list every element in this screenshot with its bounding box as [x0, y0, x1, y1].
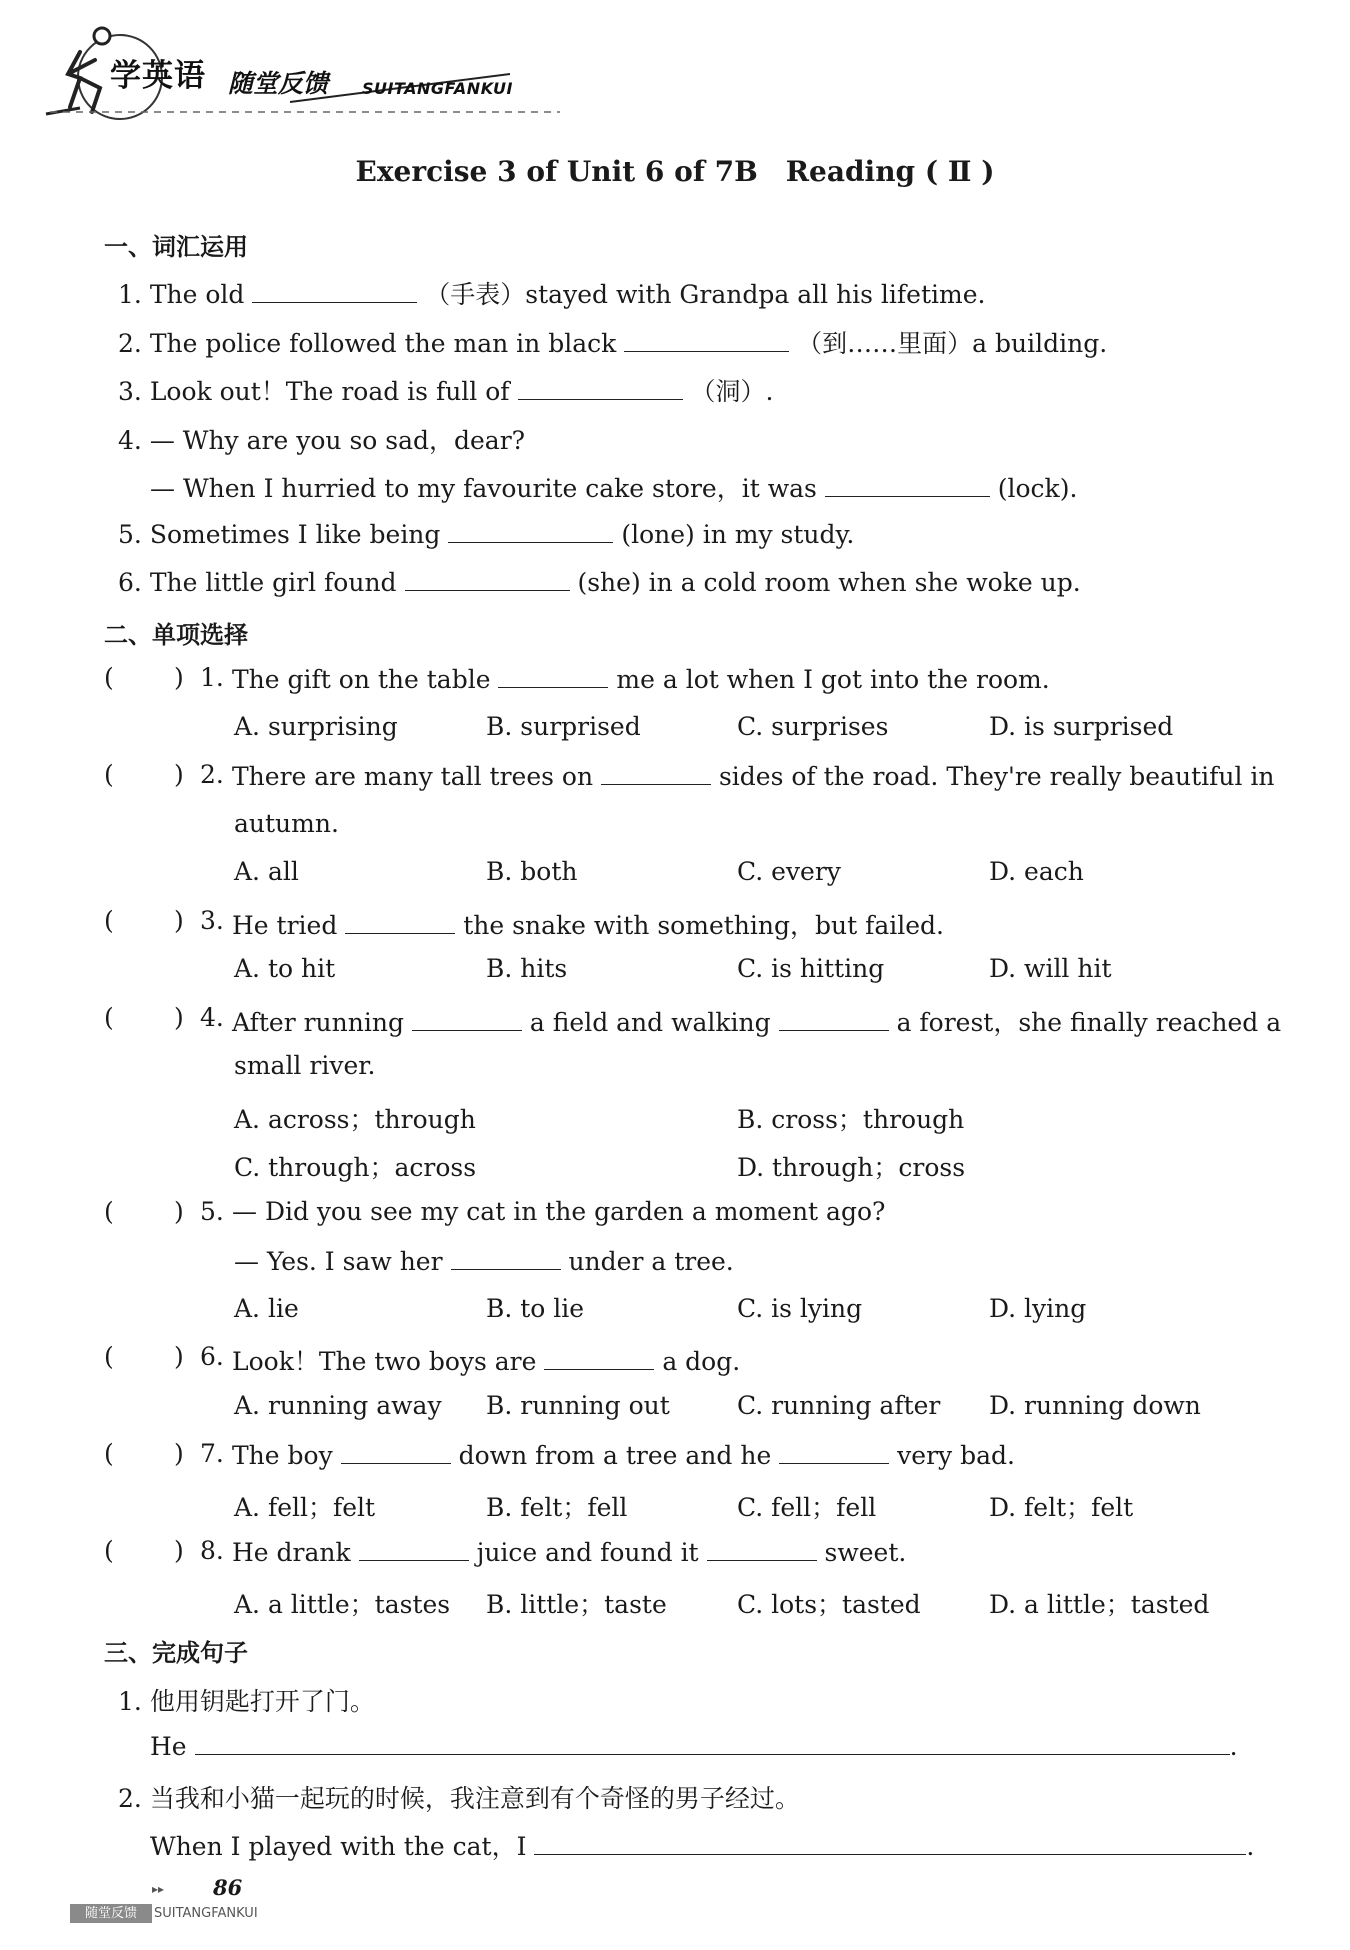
- option-b[interactable]: B. felt；fell: [486, 1493, 628, 1522]
- question-number: 7.: [200, 1439, 224, 1468]
- option-b[interactable]: B. to lie: [486, 1294, 585, 1323]
- translate-item-1-cn: [118, 1682, 375, 1718]
- question-text: sides of the road. They're really beautiful in: [718, 762, 1275, 791]
- question-text: He drank: [232, 1538, 351, 1567]
- question-text: juice and found it: [476, 1538, 699, 1567]
- item-hint: (lock).: [997, 474, 1078, 503]
- logo-english-subtitle: SUITANGFANKUI: [362, 79, 513, 98]
- option-b[interactable]: B. surprised: [486, 712, 641, 741]
- answer-paren-close[interactable]: ): [174, 760, 184, 789]
- answer-line[interactable]: [534, 1830, 1246, 1855]
- answer-blank[interactable]: [341, 1439, 451, 1464]
- question-text: — Did you see my cat in the garden a moment ago?: [232, 1197, 886, 1226]
- item-number: 6.: [118, 568, 142, 597]
- sentence-start: When I played with the cat，I: [150, 1832, 527, 1861]
- option-d[interactable]: D. through；cross: [737, 1153, 966, 1182]
- answer-line[interactable]: [195, 1730, 1230, 1755]
- answer-paren-open[interactable]: (: [104, 1439, 114, 1468]
- item-number: 3.: [118, 377, 142, 406]
- item-text: Sometimes I like being: [149, 520, 441, 549]
- vocab-item-1: [118, 275, 985, 311]
- option-c[interactable]: C. fell；fell: [737, 1493, 877, 1522]
- chinese-sentence: 他用钥匙打开了门。: [149, 1687, 375, 1716]
- translate-item-2-en: [150, 1827, 1254, 1863]
- answer-paren-close[interactable]: ): [174, 1439, 184, 1468]
- answer-blank[interactable]: [624, 327, 789, 352]
- question-text: a dog.: [662, 1347, 741, 1376]
- answer-blank[interactable]: [601, 760, 711, 785]
- question-number: 6.: [200, 1342, 224, 1371]
- item-text: — When I hurried to my favourite cake store，it was: [150, 474, 817, 503]
- option-d[interactable]: D. is surprised: [989, 712, 1174, 741]
- item-number: 5.: [118, 520, 142, 549]
- item-text: The little girl found: [149, 568, 397, 597]
- option-d[interactable]: D. lying: [989, 1294, 1087, 1323]
- option-c[interactable]: C. every: [737, 857, 841, 886]
- translate-item-1-en: [150, 1730, 1238, 1761]
- translate-item-2-cn: [118, 1779, 800, 1815]
- section1-heading: 一、词汇运用: [104, 233, 248, 261]
- mc-question-2-cont: autumn.: [234, 809, 339, 838]
- answer-paren-close[interactable]: ): [174, 1003, 184, 1032]
- answer-blank[interactable]: [779, 1439, 889, 1464]
- section2-heading: 二、单项选择: [104, 621, 248, 649]
- question-text: a field and walking: [529, 1008, 771, 1037]
- question-text: The gift on the table: [232, 665, 491, 694]
- answer-blank[interactable]: [825, 472, 990, 497]
- question-text: down from a tree and he: [458, 1441, 772, 1470]
- sentence-end: .: [1229, 1732, 1238, 1761]
- page-title: Exercise 3 of Unit 6 of 7B Reading ( Ⅱ ): [355, 155, 995, 188]
- item-text: — Why are you so sad，dear?: [149, 426, 526, 455]
- option-d[interactable]: D. each: [989, 857, 1084, 886]
- question-text: very bad.: [897, 1441, 1015, 1470]
- item-number: 2.: [118, 329, 142, 358]
- answer-blank[interactable]: [405, 566, 570, 591]
- question-text: There are many tall trees on: [232, 762, 594, 791]
- answer-blank[interactable]: [707, 1536, 817, 1561]
- answer-paren-open[interactable]: (: [104, 1536, 114, 1565]
- answer-blank[interactable]: [779, 1006, 889, 1031]
- item-number: 1.: [118, 1687, 142, 1716]
- option-b[interactable]: B. hits: [486, 954, 568, 983]
- answer-blank[interactable]: [252, 278, 417, 303]
- item-number: 1.: [118, 280, 142, 309]
- option-a[interactable]: A. across；through: [234, 1105, 476, 1134]
- question-number: 2.: [200, 760, 224, 789]
- answer-paren-open[interactable]: (: [104, 760, 114, 789]
- footer-badge: 随堂反馈: [70, 1904, 152, 1923]
- chinese-sentence: 当我和小猫一起玩的时候，我注意到有个奇怪的男子经过。: [149, 1784, 800, 1813]
- answer-paren-close[interactable]: ): [174, 1342, 184, 1371]
- option-c[interactable]: C. is lying: [737, 1294, 863, 1323]
- answer-paren-close[interactable]: ): [174, 1197, 184, 1226]
- option-b[interactable]: B. both: [486, 857, 578, 886]
- question-number: 5.: [200, 1197, 224, 1226]
- question-text: After running: [232, 1008, 404, 1037]
- item-hint: （到……里面）a building.: [797, 329, 1108, 358]
- option-c[interactable]: C. surprises: [737, 712, 889, 741]
- option-d[interactable]: D. a little；tasted: [989, 1590, 1210, 1619]
- option-b[interactable]: B. cross；through: [737, 1105, 965, 1134]
- footer-english: SUITANGFANKUI: [154, 1906, 258, 1921]
- option-c[interactable]: C. through；across: [234, 1153, 477, 1182]
- sentence-start: He: [150, 1732, 187, 1761]
- item-text: Look out！The road is full of: [149, 377, 510, 406]
- logo-chinese-subtitle: 随堂反馈: [228, 69, 329, 98]
- option-b[interactable]: B. little；taste: [486, 1590, 667, 1619]
- question-text: Look！The two boys are: [232, 1347, 537, 1376]
- mc-question-4-cont: small river.: [234, 1051, 376, 1080]
- answer-blank[interactable]: [451, 1245, 561, 1270]
- question-text: sweet.: [824, 1538, 907, 1567]
- question-number: 8.: [200, 1536, 224, 1565]
- vocab-item-2: [118, 324, 1107, 360]
- section3-heading: 三、完成句子: [104, 1639, 248, 1667]
- answer-blank[interactable]: [359, 1536, 469, 1561]
- option-a[interactable]: A. fell；felt: [234, 1493, 376, 1522]
- option-c[interactable]: C. is hitting: [737, 954, 885, 983]
- question-text: a forest，she finally reached a: [896, 1008, 1282, 1037]
- answer-blank[interactable]: [498, 663, 608, 688]
- question-text: me a lot when I got into the room.: [616, 665, 1050, 694]
- item-hint: (lone) in my study.: [621, 520, 855, 549]
- page-number: 86: [213, 1875, 243, 1900]
- mc-question-5-reply: [234, 1245, 734, 1276]
- item-number: 4.: [118, 426, 142, 455]
- option-a[interactable]: A. a little；tastes: [234, 1590, 451, 1619]
- footer-arrows-icon: ▸▸: [152, 1882, 165, 1896]
- item-hint: (she) in a cold room when she woke up.: [577, 568, 1081, 597]
- question-number: 4.: [200, 1003, 224, 1032]
- option-a[interactable]: A. surprising: [234, 712, 398, 741]
- item-number: 2.: [118, 1784, 142, 1813]
- answer-blank[interactable]: [345, 909, 455, 934]
- question-text: He tried: [232, 911, 338, 940]
- question-text: — Yes. I saw her: [234, 1247, 443, 1276]
- item-text: The old: [149, 280, 245, 309]
- option-d[interactable]: D. felt；felt: [989, 1493, 1134, 1522]
- logo-chinese-title: 学英语: [110, 58, 206, 94]
- item-hint: （手表）stayed with Grandpa all his lifetime.: [425, 280, 986, 309]
- question-number: 3.: [200, 906, 224, 935]
- answer-blank[interactable]: [412, 1006, 522, 1031]
- answer-blank[interactable]: [518, 375, 683, 400]
- answer-blank[interactable]: [544, 1345, 654, 1370]
- answer-paren-open[interactable]: (: [104, 1197, 114, 1226]
- question-text: under a tree.: [568, 1247, 734, 1276]
- question-text: the snake with something，but failed.: [463, 911, 944, 940]
- answer-paren-open[interactable]: (: [104, 906, 114, 935]
- item-hint: （洞）.: [690, 377, 774, 406]
- answer-paren-open[interactable]: (: [104, 663, 114, 692]
- question-number: 1.: [200, 663, 224, 692]
- vocab-item-5: [118, 518, 854, 549]
- option-c[interactable]: C. lots；tasted: [737, 1590, 921, 1619]
- answer-paren-close[interactable]: ): [174, 1536, 184, 1565]
- header-logo: [40, 22, 560, 122]
- answer-paren-open[interactable]: (: [104, 1342, 114, 1371]
- answer-paren-open[interactable]: (: [104, 1003, 114, 1032]
- sentence-end: .: [1246, 1832, 1255, 1861]
- answer-paren-close[interactable]: ): [174, 663, 184, 692]
- option-a[interactable]: A. to hit: [234, 954, 336, 983]
- answer-blank[interactable]: [448, 518, 613, 543]
- option-c[interactable]: C. running after: [737, 1391, 941, 1420]
- answer-paren-close[interactable]: ): [174, 906, 184, 935]
- vocab-item-4-reply: [150, 469, 1077, 505]
- option-a[interactable]: A. running away: [234, 1391, 442, 1420]
- option-d[interactable]: D. running down: [989, 1391, 1201, 1420]
- option-a[interactable]: A. lie: [234, 1294, 299, 1323]
- vocab-item-6: [118, 566, 1081, 597]
- item-text: The police followed the man in black: [149, 329, 617, 358]
- option-a[interactable]: A. all: [234, 857, 299, 886]
- vocab-item-3: [118, 372, 773, 408]
- question-text: The boy: [232, 1441, 333, 1470]
- option-d[interactable]: D. will hit: [989, 954, 1112, 983]
- option-b[interactable]: B. running out: [486, 1391, 670, 1420]
- vocab-item-4: [118, 421, 525, 457]
